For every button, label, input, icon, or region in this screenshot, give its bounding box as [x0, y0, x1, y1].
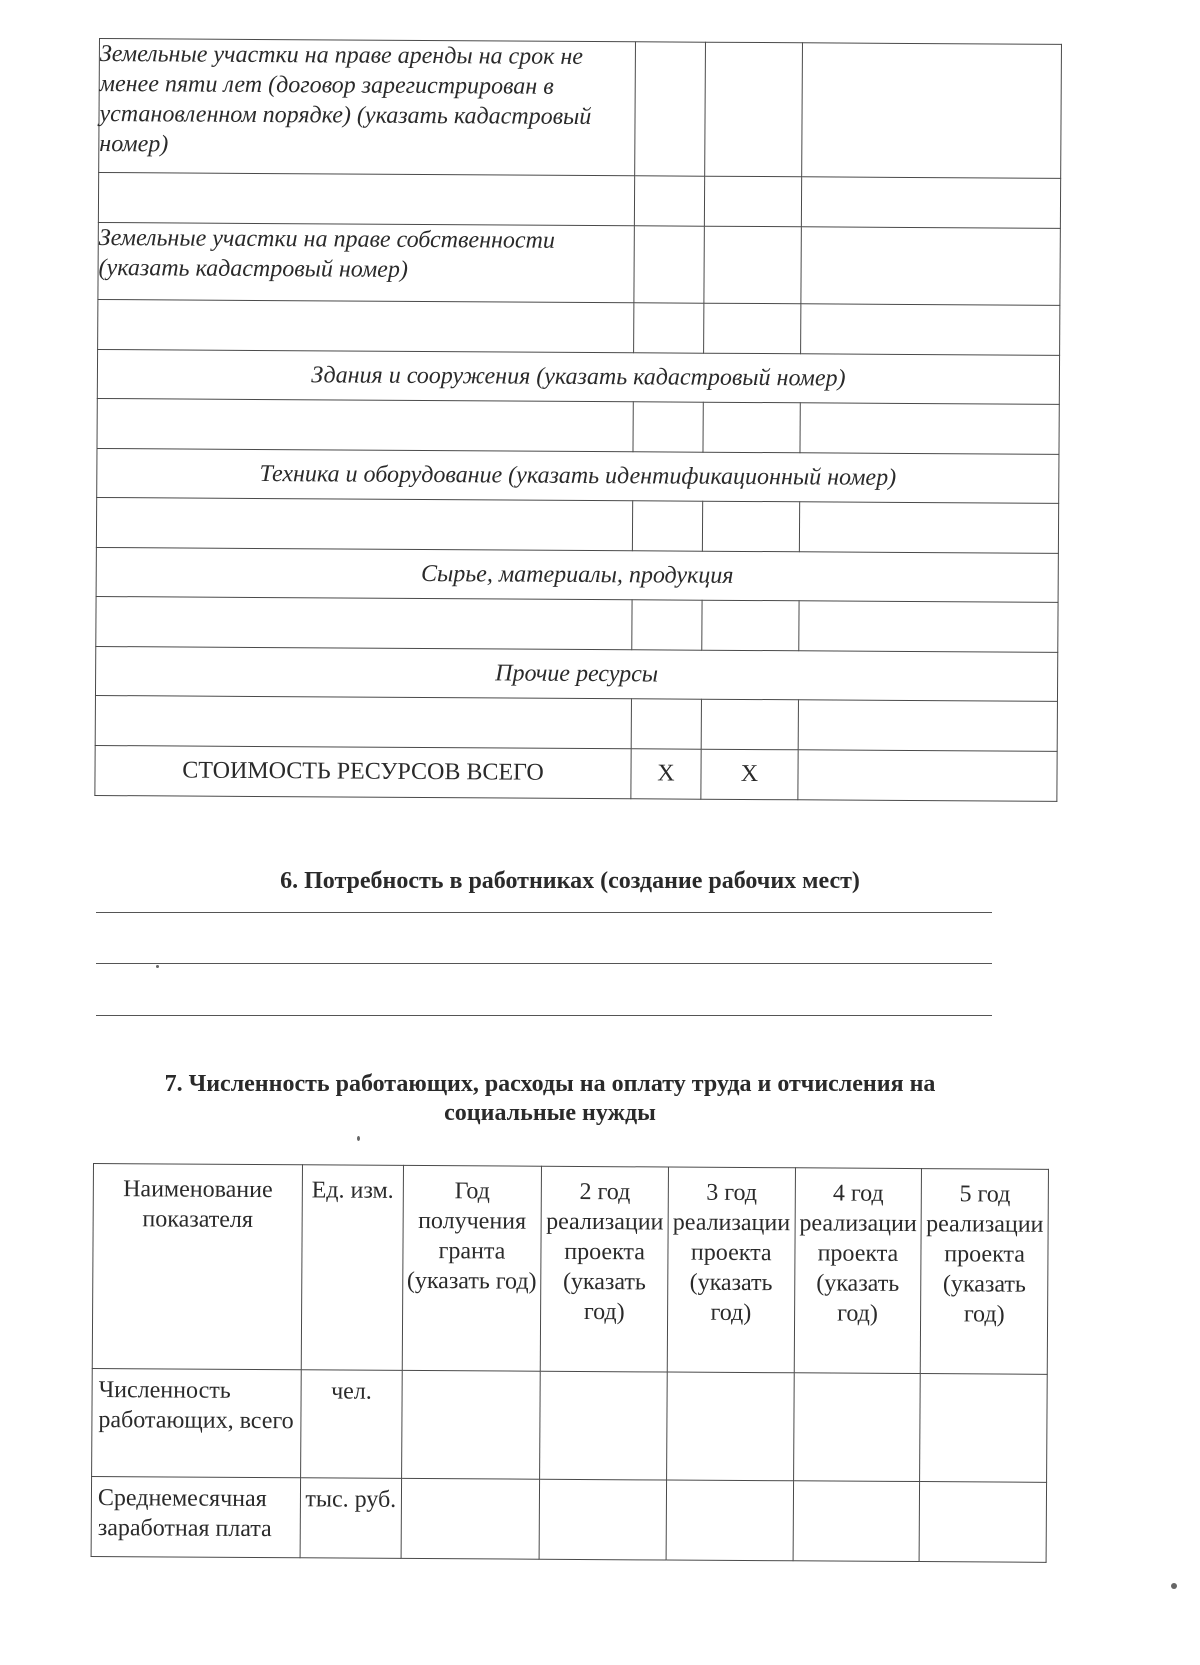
row-label-leased-land: Земельные участки на праве аренды на срок не менее пяти лет (договор зарегистрирован в установленном порядке) (указать кадастровый номер): [99, 39, 636, 176]
table-cell[interactable]: [98, 299, 634, 352]
section-7-title-line-1: 7. Численность работающих, расходы на оплату труда и отчисления на: [164, 1071, 936, 1097]
table-cell[interactable]: [704, 226, 801, 304]
header-year-4: 4 год реализации проекта (указать год): [794, 1168, 922, 1374]
table-cell[interactable]: [96, 497, 632, 550]
table-row: [98, 222, 1060, 305]
table-row: [98, 299, 1060, 355]
table-cell[interactable]: [634, 176, 704, 226]
table-header-row: [92, 1164, 1048, 1375]
table-cell[interactable]: [793, 1481, 920, 1562]
table-cell[interactable]: [920, 1374, 1047, 1483]
header-unit: Ед. изм.: [301, 1165, 403, 1371]
total-row: [95, 745, 1057, 801]
table-cell[interactable]: [401, 1478, 540, 1559]
table-cell[interactable]: [798, 700, 1057, 752]
table-cell[interactable]: [703, 402, 800, 453]
section-7-title-line-2: социальные нужды: [444, 1100, 656, 1126]
resources-table: [94, 38, 1062, 802]
table-cell[interactable]: [635, 42, 706, 176]
scan-speck: [156, 965, 159, 968]
total-mark-1: X: [631, 749, 701, 799]
table-cell[interactable]: [633, 402, 703, 452]
section-6-title: 6. Потребность в работниках (создание рабочих мест): [280, 868, 860, 894]
table-cell[interactable]: [701, 699, 798, 750]
table-cell[interactable]: [632, 600, 702, 650]
table-row: [97, 398, 1059, 454]
staff-table: [91, 1163, 1049, 1563]
header-year-5: 5 год реализации проекта (указать год): [921, 1169, 1049, 1375]
table-row: [96, 497, 1058, 553]
header-indicator: Наименование показателя: [92, 1164, 302, 1370]
table-cell[interactable]: [800, 403, 1059, 455]
table-cell[interactable]: [702, 600, 799, 651]
table-cell[interactable]: [704, 176, 801, 227]
table-cell[interactable]: [632, 501, 702, 551]
total-value-cell[interactable]: [798, 750, 1057, 802]
scan-speck: [357, 1136, 360, 1141]
header-year-3: 3 год реализации проекта (указать год): [667, 1167, 795, 1373]
table-row: [98, 173, 1060, 229]
table-cell[interactable]: [634, 303, 704, 353]
table-cell[interactable]: [667, 1372, 794, 1481]
table-cell[interactable]: [704, 303, 801, 354]
row-unit-headcount: чел.: [301, 1370, 402, 1479]
table-cell[interactable]: [799, 601, 1058, 653]
header-year-2: 2 год реализации проекта (указать год): [541, 1166, 669, 1372]
table-cell[interactable]: [401, 1370, 540, 1479]
table-row: [97, 349, 1059, 404]
table-cell[interactable]: [919, 1482, 1046, 1563]
table-cell[interactable]: [98, 173, 634, 226]
table-row: [97, 448, 1059, 503]
total-mark-2: X: [701, 749, 798, 800]
table-cell[interactable]: [802, 43, 1062, 179]
table-cell[interactable]: [793, 1373, 920, 1482]
table-cell[interactable]: [801, 304, 1060, 356]
row-label-owned-land: Земельные участки на праве собственности (указать кадастровый номер): [98, 222, 634, 302]
fill-line[interactable]: [96, 1015, 992, 1016]
row-name-headcount: Численность работающих, всего: [92, 1368, 302, 1477]
table-cell[interactable]: [539, 1479, 666, 1560]
section-materials: Сырье, материалы, продукция: [96, 547, 1058, 602]
table-cell[interactable]: [666, 1480, 793, 1561]
fill-line[interactable]: [96, 963, 992, 964]
table-cell[interactable]: [799, 502, 1058, 554]
table-cell[interactable]: [705, 42, 803, 177]
header-grant-year: Год получения гранта (указать год): [402, 1165, 542, 1371]
table-row: [99, 39, 1062, 179]
scan-speck: [1171, 1583, 1177, 1589]
row-name-salary: Среднемесячная заработная плата: [91, 1476, 301, 1557]
table-cell[interactable]: [634, 226, 704, 303]
table-row: [95, 695, 1057, 751]
section-equipment: Техника и оборудование (указать идентификационный номер): [97, 448, 1059, 503]
table-row: [92, 1368, 1048, 1482]
table-cell[interactable]: [702, 501, 799, 552]
table-cell[interactable]: [95, 695, 631, 748]
table-row: [96, 547, 1058, 602]
fill-line[interactable]: [96, 912, 992, 913]
row-unit-salary: тыс. руб.: [300, 1478, 401, 1559]
table-row: [95, 646, 1057, 701]
section-buildings: Здания и сооружения (указать кадастровый номер): [97, 349, 1059, 404]
table-cell[interactable]: [631, 699, 701, 749]
table-cell[interactable]: [97, 398, 633, 451]
section-other-resources: Прочие ресурсы: [95, 646, 1057, 701]
section-7-title: [100, 1070, 1000, 1128]
table-cell[interactable]: [801, 177, 1060, 229]
table-row: [96, 596, 1058, 652]
table-cell[interactable]: [96, 596, 632, 649]
table-row: [91, 1476, 1046, 1562]
table-cell[interactable]: [801, 227, 1060, 306]
total-label: СТОИМОСТЬ РЕСУРСОВ ВСЕГО: [95, 745, 631, 798]
table-cell[interactable]: [540, 1371, 667, 1480]
